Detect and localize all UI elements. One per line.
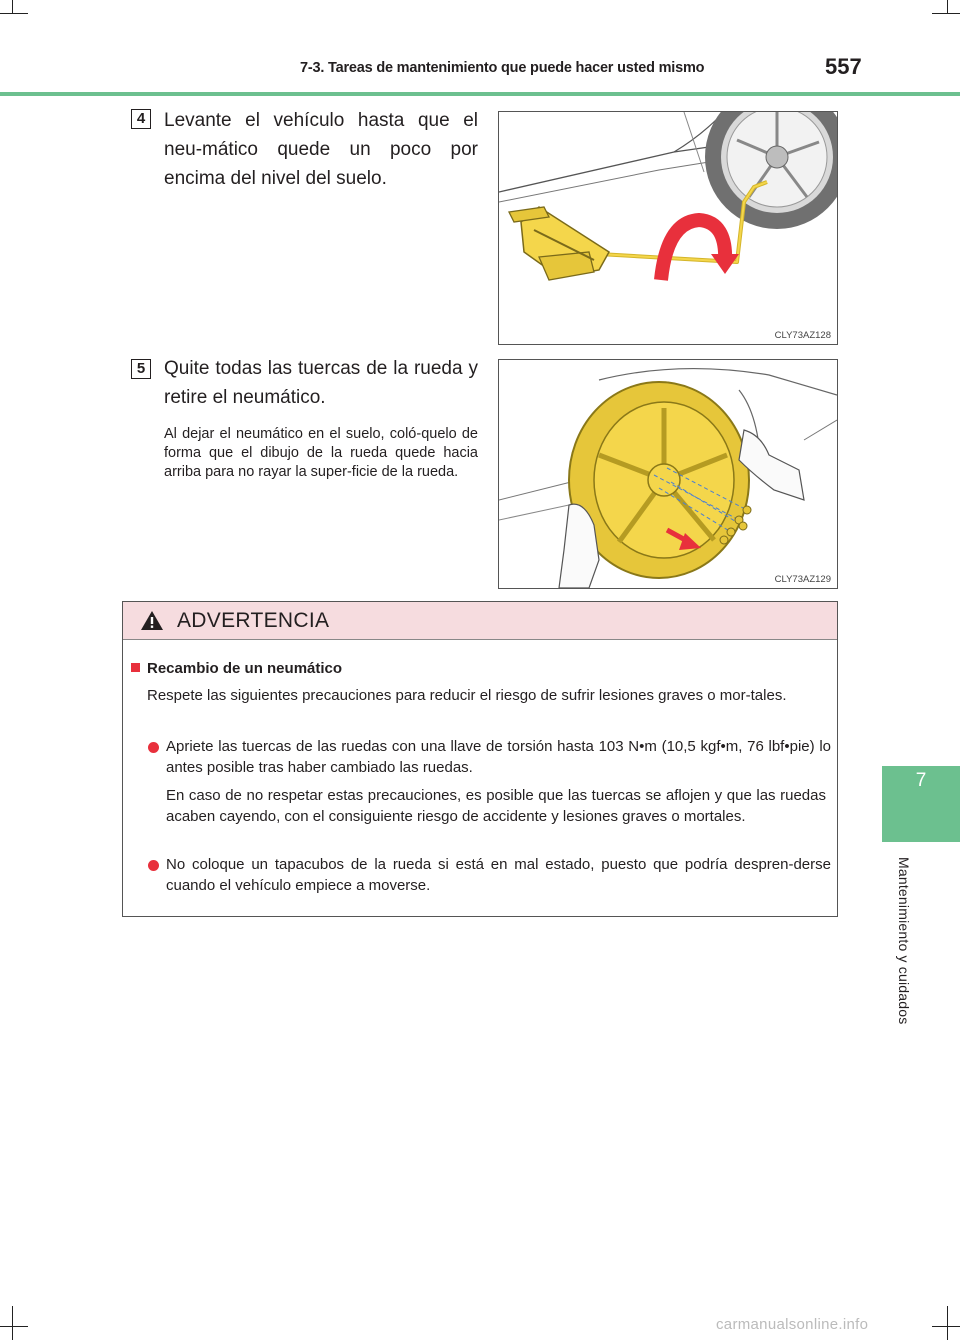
warning-intro: Respete las siguientes precauciones para reducir el riesgo de sufrir lesiones graves o mor-tales. xyxy=(147,687,787,704)
crop-mark xyxy=(12,1306,13,1340)
header-rule xyxy=(0,92,960,96)
step-number: 5 xyxy=(131,359,151,379)
crop-mark xyxy=(0,13,28,14)
wheel-removal-drawing xyxy=(499,360,837,588)
jack-illustration xyxy=(498,111,838,345)
footer-watermark: carmanualsonline.info xyxy=(716,1316,869,1333)
circle-bullet-icon xyxy=(148,860,159,871)
chapter-label: Mantenimiento y cuidados xyxy=(896,857,912,1025)
step-text: Levante el vehículo hasta que el neu-mático quede un poco por encima del nivel del suelo. xyxy=(164,110,478,189)
circle-bullet-icon xyxy=(148,742,159,753)
figure-code: CLY73AZ128 xyxy=(774,330,831,341)
step-note: Al dejar el neumático en el suelo, coló-quelo de forma que el dibujo de la rueda quede hacia arriba para no rayar la super-ficie de la rueda. xyxy=(164,426,478,480)
warning-bullet-text: No coloque un tapacubos de la rueda si está en mal estado, puesto que podría despren-derse cuando el vehículo empiece a moverse. xyxy=(166,856,831,894)
crop-mark xyxy=(947,0,948,14)
page-number: 557 xyxy=(825,54,862,79)
figure-code: CLY73AZ129 xyxy=(774,574,831,585)
warning-triangle-icon xyxy=(140,610,164,631)
step-number: 4 xyxy=(131,109,151,129)
step-text: Quite todas las tuercas de la rueda y retire el neumático. xyxy=(164,358,478,408)
crop-mark xyxy=(12,0,13,14)
warning-bullet-text: Apriete las tuercas de las ruedas con una llave de torsión hasta 103 N•m (10,5 kgf•m, 76 lbf•pie) lo antes posible tras haber cambiado las ruedas. xyxy=(166,738,831,776)
warning-subheading-text: Recambio de un neumático xyxy=(147,660,343,677)
wheel-removal-illustration xyxy=(498,359,838,589)
warning-title: ADVERTENCIA xyxy=(177,609,330,632)
crop-mark xyxy=(947,1306,948,1340)
jack-drawing xyxy=(499,112,837,344)
section-title: 7-3. Tareas de mantenimiento que puede hacer usted mismo xyxy=(300,60,705,76)
warning-box xyxy=(122,601,838,917)
crop-mark xyxy=(932,1326,960,1327)
square-bullet-icon xyxy=(131,663,140,672)
rotation-arrow-icon xyxy=(661,220,739,280)
crop-mark xyxy=(932,13,960,14)
warning-header xyxy=(123,602,837,640)
chapter-number: 7 xyxy=(915,770,927,791)
warning-subheading xyxy=(131,660,342,677)
crop-mark xyxy=(0,1326,28,1327)
warning-bullet-extra: En caso de no respetar estas precauciones, es posible que las tuercas se aflojen y que las ruedas acaben cayendo, con el consiguiente riesgo de accidente y lesiones graves o mortales. xyxy=(166,787,826,825)
